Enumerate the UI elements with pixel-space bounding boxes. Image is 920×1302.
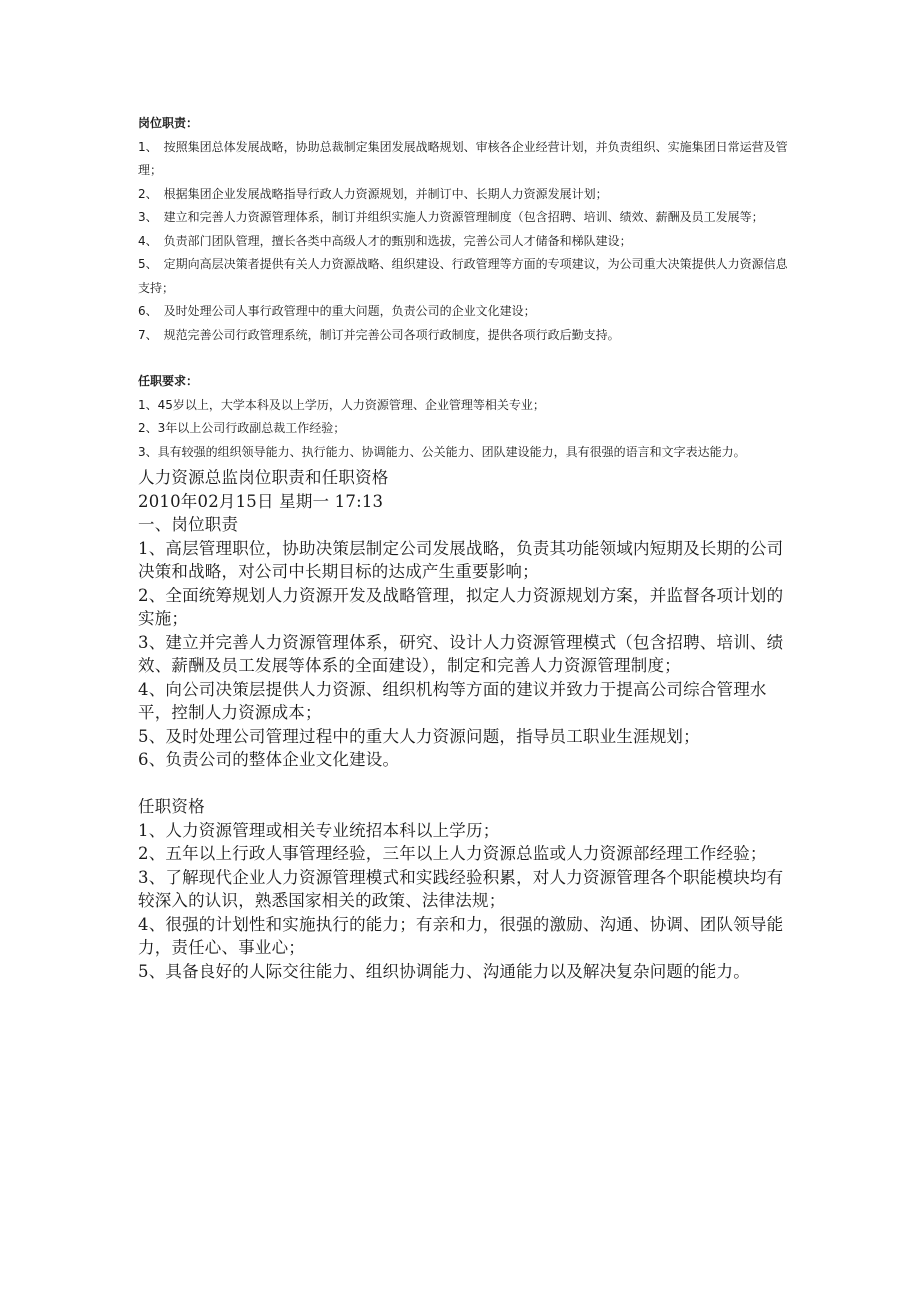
qualification-3: 3、了解现代企业人力资源管理模式和实践经验积累，对人力资源管理各个职能模块均有较深入的认识，熟悉国家相关的政策、法律法规；: [138, 867, 784, 910]
qualifications-heading: 任职资格: [138, 797, 205, 816]
job-duties-section: [138, 112, 788, 347]
duty-item-4: 4、 负责部门团队管理，擅长各类中高级人才的甄别和选拔，完善公司人才储备和梯队建设；: [138, 233, 632, 248]
duty-item-6: 6、 及时处理公司人事行政管理中的重大问题，负责公司的企业文化建设；: [138, 304, 536, 318]
duties-heading: 一、岗位职责: [138, 515, 239, 534]
qualification-1: 1、人力资源管理或相关专业统招本科以上学历；: [138, 820, 500, 840]
qualification-5: 5、具备良好的人际交往能力、组织协调能力、沟通能力以及解决复杂问题的能力。: [138, 961, 750, 981]
document-page: [138, 112, 788, 983]
qualification-2: 2、五年以上行政人事管理经验，三年以上人力资源总监或人力资源部经理工作经验；: [138, 844, 767, 863]
article-title: 人力资源总监岗位职责和任职资格: [138, 468, 389, 487]
duty-item-3: 3、 建立和完善人力资源管理体系，制订并组织实施人力资源管理制度（包含招聘、培训、绩效、薪酬及员工发展等；: [138, 210, 764, 224]
job-requirements-heading: 任职要求：: [138, 374, 199, 388]
spacer: [138, 347, 788, 370]
duty-item-2: 2、 根据集团企业发展战略指导行政人力资源规划，并制订中、长期人力资源发展计划；: [138, 186, 608, 201]
article-duty-3: 3、建立并完善人力资源管理体系，研究、设计人力资源管理模式（包含招聘、培训、绩效、薪酬及员工发展等体系的全面建设），制定和完善人力资源管理制度；: [138, 632, 784, 675]
article-duty-5: 5、及时处理公司管理过程中的重大人力资源问题，指导员工职业生涯规划；: [138, 726, 700, 746]
article-duty-6: 6、负责公司的整体企业文化建设。: [138, 750, 400, 769]
spacer: [138, 772, 788, 796]
requirement-item-2: 2、3年以上公司行政副总裁工作经验；: [138, 421, 346, 435]
requirement-item-3: 3、具有较强的组织领导能力、执行能力、协调能力、公关能力、团队建设能力，具有很强的语言和文字表达能力。: [138, 444, 746, 459]
requirement-item-1: 1、45岁以上，大学本科及以上学历，人力资源管理、企业管理等相关专业；: [138, 397, 545, 412]
duty-item-1: 1、 按照集团总体发展战略，协助总裁制定集团发展战略规划、审核各企业经营计划，并负责组织、实施集团日常运营及管理；: [138, 139, 788, 177]
article-date: 2010年02月15日 星期一 17:13: [138, 491, 384, 511]
job-duties-heading: 岗位职责：: [138, 116, 199, 130]
article-duty-2: 2、全面统筹规划人力资源开发及战略管理，拟定人力资源规划方案，并监督各项计划的实施；: [138, 585, 784, 628]
article-duty-4: 4、向公司决策层提供人力资源、组织机构等方面的建议并致力于提高公司综合管理水平，控制人力资源成本；: [138, 679, 767, 722]
job-requirements-section: [138, 370, 788, 464]
article-duty-1: 1、高层管理职位，协助决策层制定公司发展战略，负责其功能领域内短期及长期的公司决策和战略，对公司中长期目标的达成产生重要影响；: [138, 538, 784, 581]
duty-item-7: 7、 规范完善公司行政管理系统，制订并完善公司各项行政制度，提供各项行政后勤支持。: [138, 327, 620, 342]
qualification-4: 4、很强的计划性和实施执行的能力；有亲和力，很强的激励、沟通、协调、团队领导能力，责任心、事业心；: [138, 914, 784, 957]
article-section: [138, 466, 788, 983]
duty-item-5: 5、 定期向高层决策者提供有关人力资源战略、组织建设、行政管理等方面的专项建议，为公司重大决策提供人力资源信息支持；: [138, 257, 788, 295]
